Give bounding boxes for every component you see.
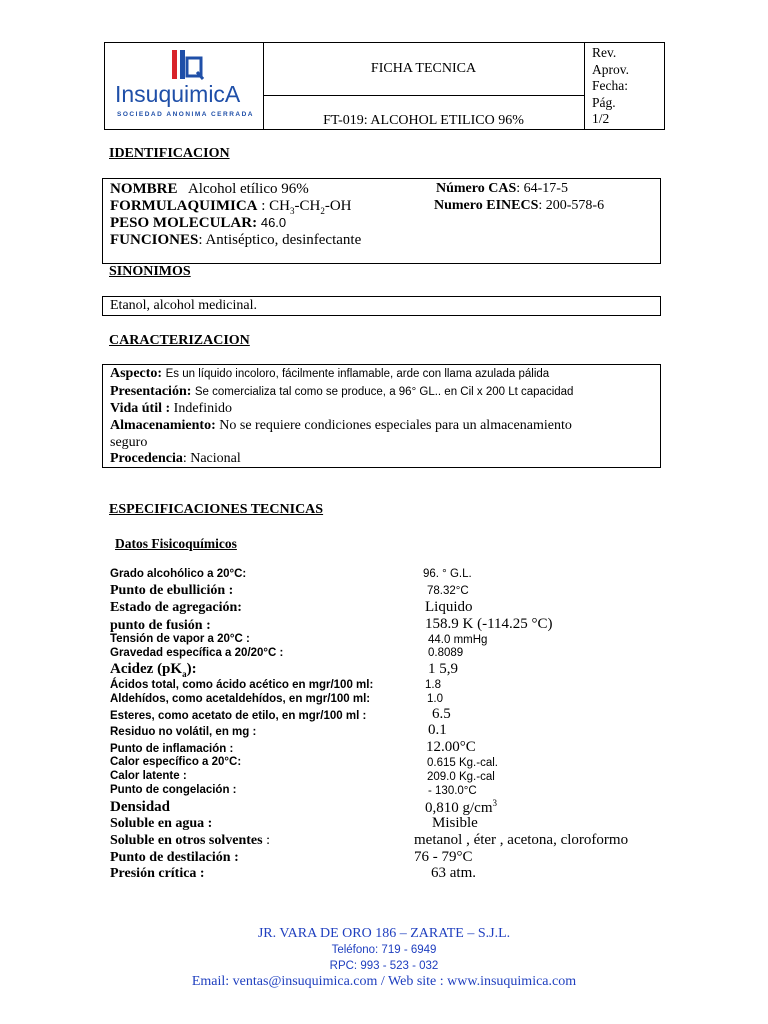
- spec-label: Calor latente :: [110, 770, 187, 782]
- presentacion-label: Presentación:: [110, 384, 192, 399]
- spec-value: 96. ° G.L.: [423, 568, 472, 580]
- footer-rpc: RPC: 993 - 523 - 032: [329, 960, 439, 972]
- section-title-sinonimos: SINONIMOS: [109, 264, 191, 279]
- spec-value: 0.615 Kg.-cal.: [427, 757, 498, 769]
- spec-label: Punto de destilación :: [110, 850, 239, 865]
- company-tagline: SOCIEDAD ANONIMA CERRADA: [117, 111, 254, 118]
- section-title-identificacion: IDENTIFICACION: [109, 146, 230, 161]
- spec-label: Acidez $(pK_a)$:: [110, 661, 197, 679]
- document-type: FICHA TECNICA: [370, 61, 477, 76]
- divider: [584, 43, 585, 129]
- spec-label: Aldehídos, como acetaldehídos, en mgr/100 ml:: [110, 693, 371, 705]
- spec-value: metanol , éter , acetona, cloroformo: [414, 832, 629, 848]
- spec-value: Misible: [432, 815, 478, 831]
- nombre-value: Alcohol etílico 96%: [187, 181, 309, 197]
- spec-label: Gravedad específica a 20/20°C :: [110, 647, 284, 659]
- spec-value: 63 atm.: [431, 865, 476, 881]
- spec-value: 1.8: [425, 679, 441, 691]
- almacen-value-continued: seguro: [110, 435, 148, 450]
- presentacion-value: Se comercializa tal como se produce, a 96° GL.. en Cil x 200 Lt capacidad: [194, 386, 574, 398]
- header-table: [104, 42, 665, 130]
- almacen-value: No se requiere condiciones especiales para un almacenamiento: [219, 418, 572, 433]
- spec-label: Soluble en agua :: [110, 816, 213, 831]
- spec-label: Tensión de vapor a 20°C :: [110, 633, 250, 645]
- formula-label: FORMULAQUIMICA: [110, 198, 258, 214]
- meta-rev: Rev.: [592, 45, 617, 60]
- spec-label: Punto de congelación :: [110, 784, 237, 796]
- spec-value: 209.0 Kg.-cal: [427, 771, 495, 783]
- spec-label: Esteres, como acetato de etilo, en mgr/100 ml :: [110, 710, 367, 722]
- procedencia-value: : Nacional: [182, 451, 241, 466]
- spec-value: 44.0 mmHg: [428, 634, 488, 646]
- spec-value: 1 5,9: [428, 661, 458, 677]
- spec-label: Estado de agregación:: [110, 600, 242, 615]
- spec-label: Soluble en otros solventes :: [110, 833, 270, 848]
- cas-value: : 64-17-5: [516, 181, 568, 196]
- section-title-especificaciones: ESPECIFICACIONES TECNICAS: [109, 502, 324, 517]
- meta-page-number: 1/2: [592, 111, 610, 126]
- spec-value: 76 - 79°C: [414, 849, 473, 865]
- spec-label: punto de fusión :: [110, 618, 211, 633]
- section-subtitle-fisicoquimicos: Datos Fisicoquímicos: [115, 536, 237, 551]
- spec-label: Ácidos total, como ácido acético en mgr/100 ml:: [110, 679, 374, 691]
- document-meta: [592, 45, 629, 128]
- section-title-caracterizacion: CARACTERIZACION: [109, 333, 250, 348]
- spec-value: 1.0: [427, 693, 443, 705]
- spec-value: 12.00°C: [426, 739, 476, 755]
- einecs-label: Numero EINECS: [434, 198, 539, 213]
- funciones-value: : Antiséptico, desinfectante: [198, 232, 362, 248]
- funciones-label: FUNCIONES: [110, 232, 199, 248]
- spec-label: Grado alcohólico a 20°C:: [110, 568, 247, 580]
- footer-address: JR. VARA DE ORO 186 – ZARATE – S.J.L.: [257, 926, 511, 941]
- document-code: FT-019: ALCOHOL ETILICO 96%: [323, 113, 524, 128]
- spec-value: - 130.0°C: [428, 785, 477, 797]
- einecs-value: : 200-578-6: [538, 198, 605, 213]
- meta-pag: Pág.: [592, 94, 616, 110]
- identificacion-box: [102, 178, 661, 264]
- spec-value: 0.1: [428, 722, 447, 738]
- sinonimos-box: [102, 296, 661, 316]
- spec-label: Punto de inflamación :: [110, 743, 234, 755]
- procedencia-label: Procedencia: [110, 451, 183, 466]
- nombre-label: NOMBRE: [110, 181, 178, 197]
- footer-telefono: Teléfono: 719 - 6949: [331, 944, 437, 956]
- peso-value: 46.0: [260, 215, 287, 230]
- formula-value: : $CH_3-CH_2-OH$: [261, 198, 352, 216]
- spec-value: Liquido: [425, 599, 473, 615]
- spec-label: Densidad: [110, 799, 171, 815]
- spec-label: Residuo no volátil, en mg :: [110, 726, 257, 738]
- footer-contact[interactable]: Email: ventas@insuquimica.com / Web site : www.insuquimica.com: [191, 974, 577, 989]
- company-logo: [111, 47, 259, 127]
- meta-fecha: Fecha:: [592, 78, 628, 93]
- almacen-label: Almacenamiento:: [110, 418, 216, 433]
- spec-value: 78.32°C: [427, 585, 469, 597]
- aspecto-value: Es un líquido incoloro, fácilmente inflamable, arde con llama azulada pálida: [165, 368, 550, 380]
- spec-value: 0,810 $g/cm^3$: [425, 798, 497, 816]
- aspecto-label: Aspecto:: [110, 366, 163, 381]
- spec-value: 0.8089: [428, 647, 464, 659]
- sinonimos-value: Etanol, alcohol medicinal.: [110, 298, 257, 313]
- vida-label: Vida útil :: [110, 401, 171, 416]
- spec-label: Punto de ebullición :: [110, 583, 234, 598]
- caracterizacion-box: [102, 364, 661, 468]
- cas-label: Número CAS: [436, 181, 517, 196]
- company-name: InsuquimicA: [115, 81, 241, 107]
- meta-aprov: Aprov.: [592, 61, 629, 77]
- spec-label: Presión crítica :: [110, 866, 205, 881]
- peso-label: PESO MOLECULAR:: [110, 215, 258, 231]
- vida-value: Indefinido: [173, 401, 232, 416]
- divider: [263, 95, 584, 96]
- spec-label: Calor específico a 20°C:: [110, 756, 242, 768]
- spec-value: 6.5: [432, 706, 451, 722]
- spec-value: 158.9 K (-114.25 °C): [425, 616, 553, 632]
